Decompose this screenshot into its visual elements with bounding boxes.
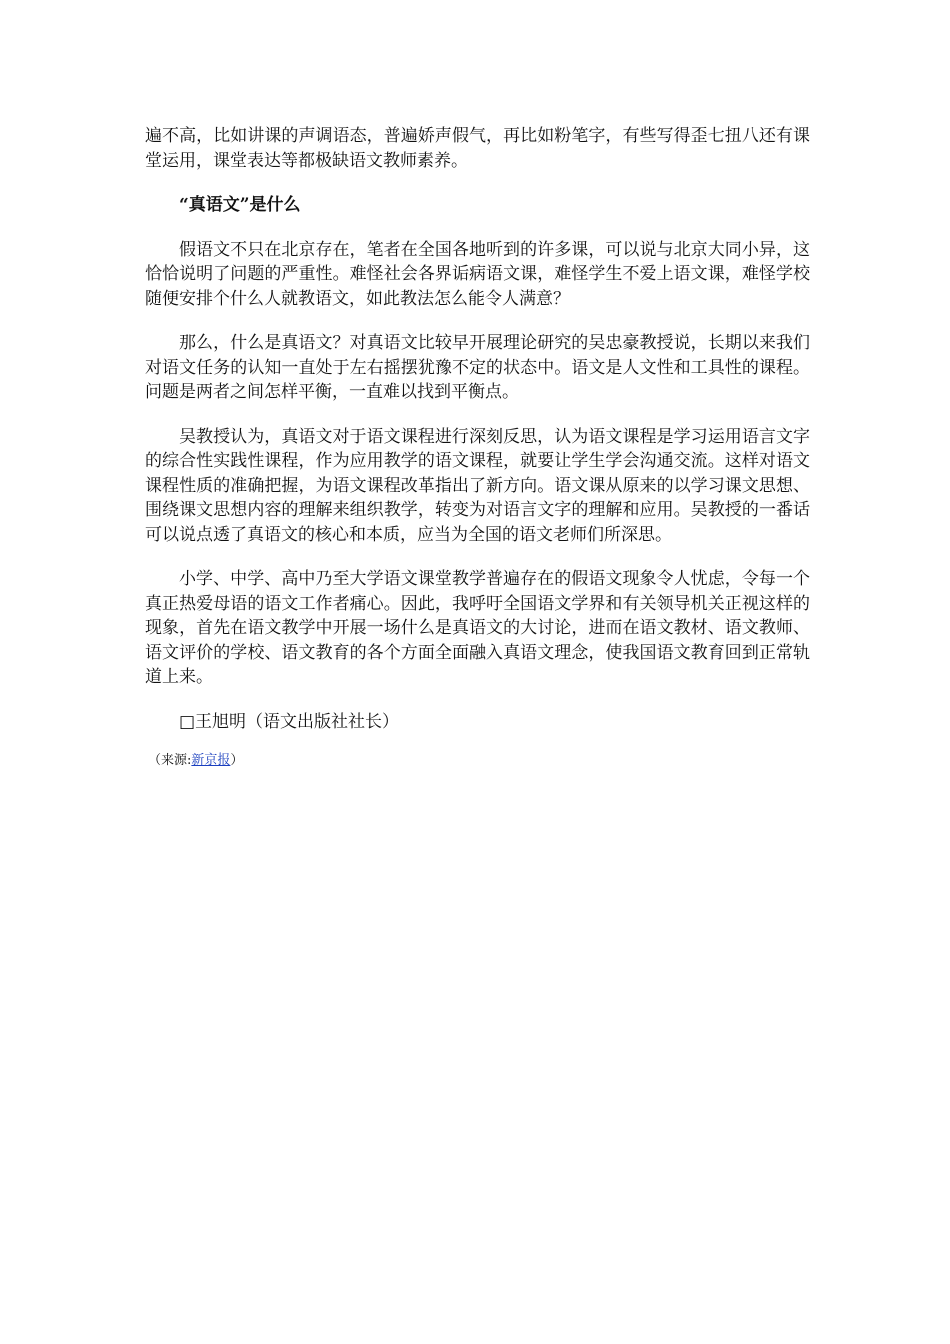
article-body (145, 124, 810, 770)
source-link[interactable]: 新京报 (191, 753, 231, 768)
paragraph-2: 那么，什么是真语文？对真语文比较早开展理论研究的吴忠豪教授说，长期以来我们对语文任务的认知一直处于左右摇摆犹豫不定的状态中。语文是人文性和工具性的课程。问题是两者之间怎样平衡，一直难以找到平衡点。 (145, 333, 810, 402)
source-line (145, 752, 810, 770)
paragraph-4: 小学、中学、高中乃至大学语文课堂教学普遍存在的假语文现象令人忧虑，令每一个真正热爱母语的语文工作者痛心。因此，我呼吁全国语文学界和有关领导机关正视这样的现象，首先在语文教学中开展一场什么是真语文的大讨论，进而在语文教材、语文教师、语文评价的学校、语文教育的各个方面全面融入真语文理念，使我国语文教育回到正常轨道上来。 (145, 569, 810, 687)
source-suffix: ） (230, 753, 244, 768)
paragraph-1: 假语文不只在北京存在，笔者在全国各地听到的许多课，可以说与北京大同小异，这恰恰说明了问题的严重性。难怪社会各界诟病语文课，难怪学生不爱上语文课，难怪学校随便安排个什么人就教语文，如此教法怎么能令人满意？ (145, 239, 810, 309)
source-prefix: （来源: (148, 753, 192, 768)
paragraph-3: 吴教授认为，真语文对于语文课程进行深刻反思，认为语文课程是学习运用语言文字的综合性实践性课程，作为应用教学的语文课程，就要让学生学会沟通交流。这样对语文课程性质的准确把握，为语文课程改革指出了新方向。语文课从原来的以学习课文思想、围绕课文思想内容的理解来组织教学，转变为对语言文字的理解和应用。吴教授的一番话可以说点透了真语文的核心和本质，应当为全国的语文老师们所深思。 (145, 426, 810, 545)
author-signature: □王旭明（语文出版社社长） (179, 711, 400, 732)
paragraph-continued: 遍不高，比如讲课的声调语态，普遍娇声假气，再比如粉笔字，有些写得歪七扭八还有课堂运用，课堂表达等都极缺语文教师素养。 (145, 126, 810, 171)
section-heading: “真语文”是什么 (179, 195, 301, 215)
